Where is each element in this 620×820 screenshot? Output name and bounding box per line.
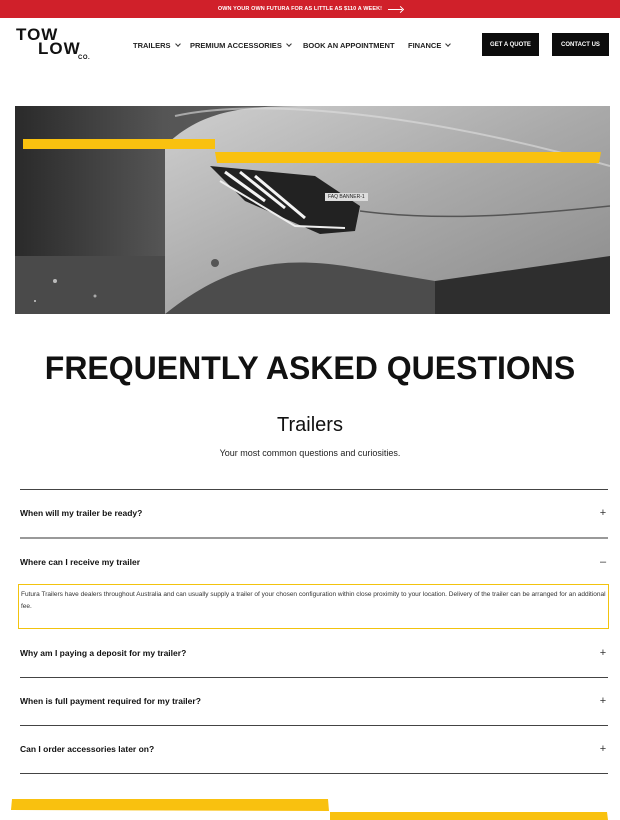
divider xyxy=(20,537,608,539)
faq-question: When will my trailer be ready? xyxy=(20,508,143,518)
nav-label: BOOK AN APPOINTMENT xyxy=(303,40,395,50)
plus-icon: + xyxy=(599,743,607,755)
plus-icon: + xyxy=(599,507,607,519)
logo-line-2: LOW xyxy=(38,39,81,58)
logo[interactable] xyxy=(16,25,98,64)
faq-item-2[interactable] xyxy=(20,556,608,568)
promo-text: OWN YOUR OWN FUTURA FOR AS LITTLE AS $110 A WEEK! xyxy=(217,6,383,12)
divider xyxy=(20,773,608,774)
faq-item-1[interactable] xyxy=(20,507,608,519)
faq-question: Why am I paying a deposit for my trailer? xyxy=(20,648,187,658)
nav-label: FINANCE xyxy=(408,40,442,50)
nav-item-finance[interactable] xyxy=(408,40,450,50)
get-quote-button[interactable]: GET A QUOTE xyxy=(482,33,539,56)
minus-icon: – xyxy=(599,556,607,568)
plus-icon: + xyxy=(599,647,607,659)
faq-item-5[interactable] xyxy=(20,743,608,755)
logo-line-3: CO. xyxy=(78,55,91,61)
nav-item-premium-accessories[interactable] xyxy=(190,40,291,50)
faq-item-4[interactable] xyxy=(20,695,608,707)
faq-answer-text: Futura Trailers have dealers throughout Australia and can usually supply a trailer of your chosen configuration within close proximity to your location. Delivery of the trailer can be arranged for an additional fee. xyxy=(21,591,606,610)
nav-label: PREMIUM ACCESSORIES xyxy=(190,40,282,50)
page-title: FREQUENTLY ASKED QUESTIONS xyxy=(44,350,576,386)
chevron-down-icon xyxy=(175,41,181,47)
promo-banner[interactable] xyxy=(0,0,620,18)
nav-item-trailers[interactable] xyxy=(133,40,180,50)
faq-item-3[interactable] xyxy=(20,647,608,659)
decorative-stripes xyxy=(0,794,620,820)
hero-banner xyxy=(15,106,610,314)
chevron-down-icon xyxy=(286,41,292,47)
hero-image-label: FAQ BANNER-1 xyxy=(325,193,368,201)
logo-line-1: TOW xyxy=(16,25,59,44)
chevron-down-icon xyxy=(446,41,452,47)
divider xyxy=(20,725,608,726)
divider xyxy=(20,489,608,490)
faq-question: When is full payment required for my trailer? xyxy=(20,696,201,706)
contact-us-button[interactable]: CONTACT US xyxy=(552,33,609,56)
faq-question: Where can I receive my trailer xyxy=(20,557,141,567)
faq-answer xyxy=(18,584,609,629)
section-subtitle: Trailers xyxy=(277,414,343,436)
plus-icon: + xyxy=(599,695,607,707)
divider xyxy=(20,677,608,678)
section-tagline: Your most common questions and curiosities. xyxy=(219,448,401,458)
car-headlight-image xyxy=(15,106,610,314)
nav-item-book-appointment[interactable] xyxy=(303,40,395,50)
arrow-right-icon xyxy=(388,9,402,10)
nav-label: TRAILERS xyxy=(133,40,171,50)
faq-question: Can I order accessories later on? xyxy=(20,744,155,754)
